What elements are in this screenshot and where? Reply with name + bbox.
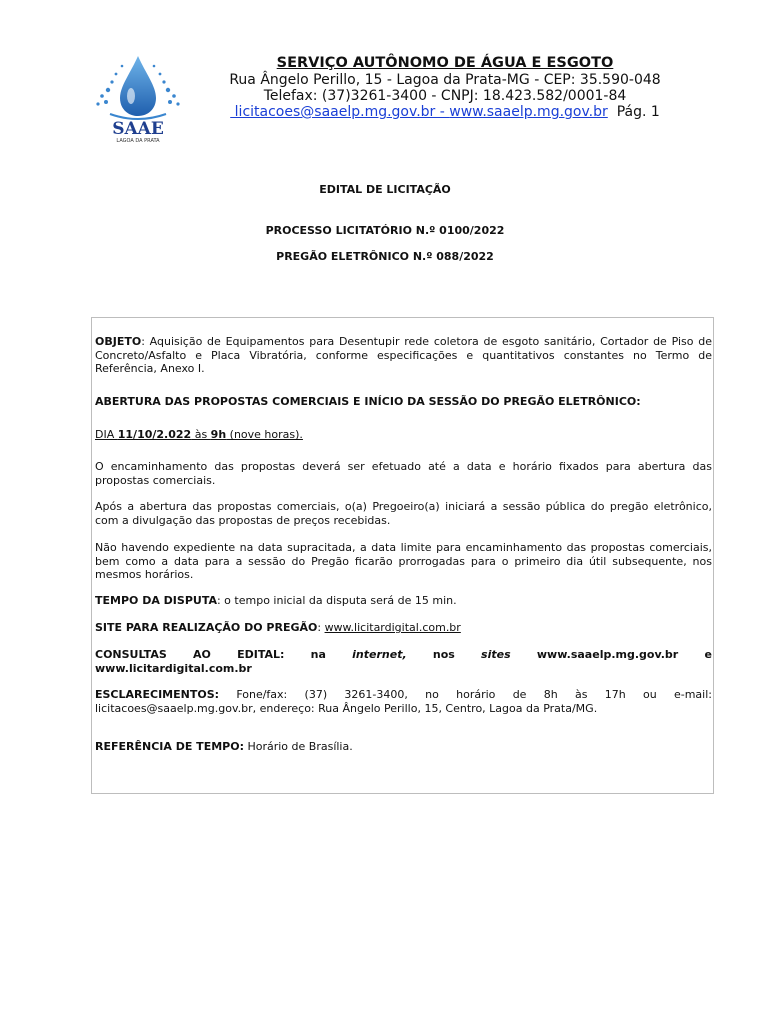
paragraph-abertura: Após a abertura das propostas comerciais, o(a) Pregoeiro(a) iniciará a sessão pública do pregão eletrônico, com a divulgação das propostas de preços recebidas. — [95, 500, 712, 527]
paragraph-encaminhamento: O encaminhamento das propostas deverá ser efetuado até a data e horário fixados para abertura das propostas comerciais. — [95, 460, 712, 487]
logo-subtext: LAGOA DA PRATA — [116, 138, 160, 144]
dia-suffix: (nove horas). — [226, 428, 303, 441]
letterhead — [200, 55, 690, 120]
site-label: SITE PARA REALIZAÇÃO DO PREGÃO — [95, 621, 318, 634]
org-name: SERVIÇO AUTÔNOMO DE ÁGUA E ESGOTO — [276, 55, 614, 71]
processo-title: PROCESSO LICITATÓRIO N.º 0100/2022 — [265, 224, 505, 237]
consultas-line1 — [95, 648, 712, 662]
esclarecimentos — [95, 688, 712, 715]
ref-label: REFERÊNCIA DE TEMPO: — [95, 740, 244, 753]
saae-logo — [88, 52, 188, 144]
consultas-word: CONSULTAS — [95, 648, 167, 661]
contact-line — [200, 104, 690, 120]
consultas-edital — [95, 648, 712, 675]
site-link[interactable]: www.saaelp.mg.gov.br — [449, 104, 608, 120]
dia-hour: 9h — [210, 428, 227, 441]
objeto-label: OBJETO — [95, 335, 142, 348]
dia-date: 11/10/2.022 — [117, 428, 192, 441]
tempo-label: TEMPO DA DISPUTA — [95, 594, 217, 607]
escl-label: ESCLARECIMENTOS: — [95, 688, 220, 701]
tempo-text: : o tempo inicial da disputa será de 15 min. — [216, 594, 457, 607]
edital-title: EDITAL DE LICITAÇÃO — [319, 183, 451, 196]
abertura-heading: ABERTURA DAS PROPOSTAS COMERCIAIS E INÍCIO DA SESSÃO DO PREGÃO ELETRÔNICO: — [95, 395, 641, 408]
email-link[interactable]: licitacoes@saaelp.mg.gov.br - — [230, 104, 450, 120]
licitardigital-link[interactable]: www.licitardigital.com.br — [324, 621, 461, 634]
telefax: Telefax: (37)3261-3400 - CNPJ: 18.423.582/0001-84 — [263, 88, 627, 104]
objeto-paragraph — [95, 335, 712, 376]
consultas-line2: www.licitardigital.com.br — [95, 661, 252, 675]
session-date — [95, 428, 712, 442]
site-separator: : — [317, 621, 325, 634]
objeto-text: : Aquisição de Equipamentos para Desentupir rede coletora de esgoto sanitário, Cortador de Piso de Concreto/Asfalto e Placa Vibratória, conforme especificações e quantitativos constantes no Termo de Referência, Anexo I. — [95, 335, 712, 375]
ref-text: Horário de Brasília. — [243, 740, 353, 753]
escl-text: Fone/fax: (37) 3261-3400, no horário de 8h às 17h ou e-mail: licitacoes@saaelp.mg.gov.br, endereço: Rua Ângelo Perillo, 15, Centro, Lagoa da Prata/MG. — [95, 688, 712, 715]
consultas-word: www.saaelp.mg.gov.br — [536, 648, 679, 661]
page-number: Pág. 1 — [616, 104, 660, 120]
dia-mid: às — [191, 428, 211, 441]
consultas-word: nos — [432, 648, 455, 661]
consultas-word: AO — [193, 648, 211, 661]
logo-text: SAAE — [112, 119, 164, 139]
consultas-word: sites — [481, 648, 511, 661]
paragraph-prorrogacao: Não havendo expediente na data supracitada, a data limite para encaminhamento das propostas comerciais, bem como a data para a sessão do Pregão ficarão prorrogadas para o primeiro dia útil subsequente, nos mesmos horários. — [95, 541, 712, 581]
consultas-word: internet, — [352, 648, 407, 661]
site-pregao — [95, 621, 712, 635]
tempo-disputa — [95, 594, 712, 608]
referencia-tempo — [95, 740, 712, 754]
consultas-word: e — [704, 648, 712, 661]
dia-prefix: DIA — [95, 428, 118, 441]
consultas-word: na — [310, 648, 326, 661]
consultas-word: EDITAL: — [237, 648, 285, 661]
address: Rua Ângelo Perillo, 15 - Lagoa da Prata-MG - CEP: 35.590-048 — [229, 72, 661, 88]
pregao-title: PREGÃO ELETRÔNICO N.º 088/2022 — [276, 250, 494, 263]
